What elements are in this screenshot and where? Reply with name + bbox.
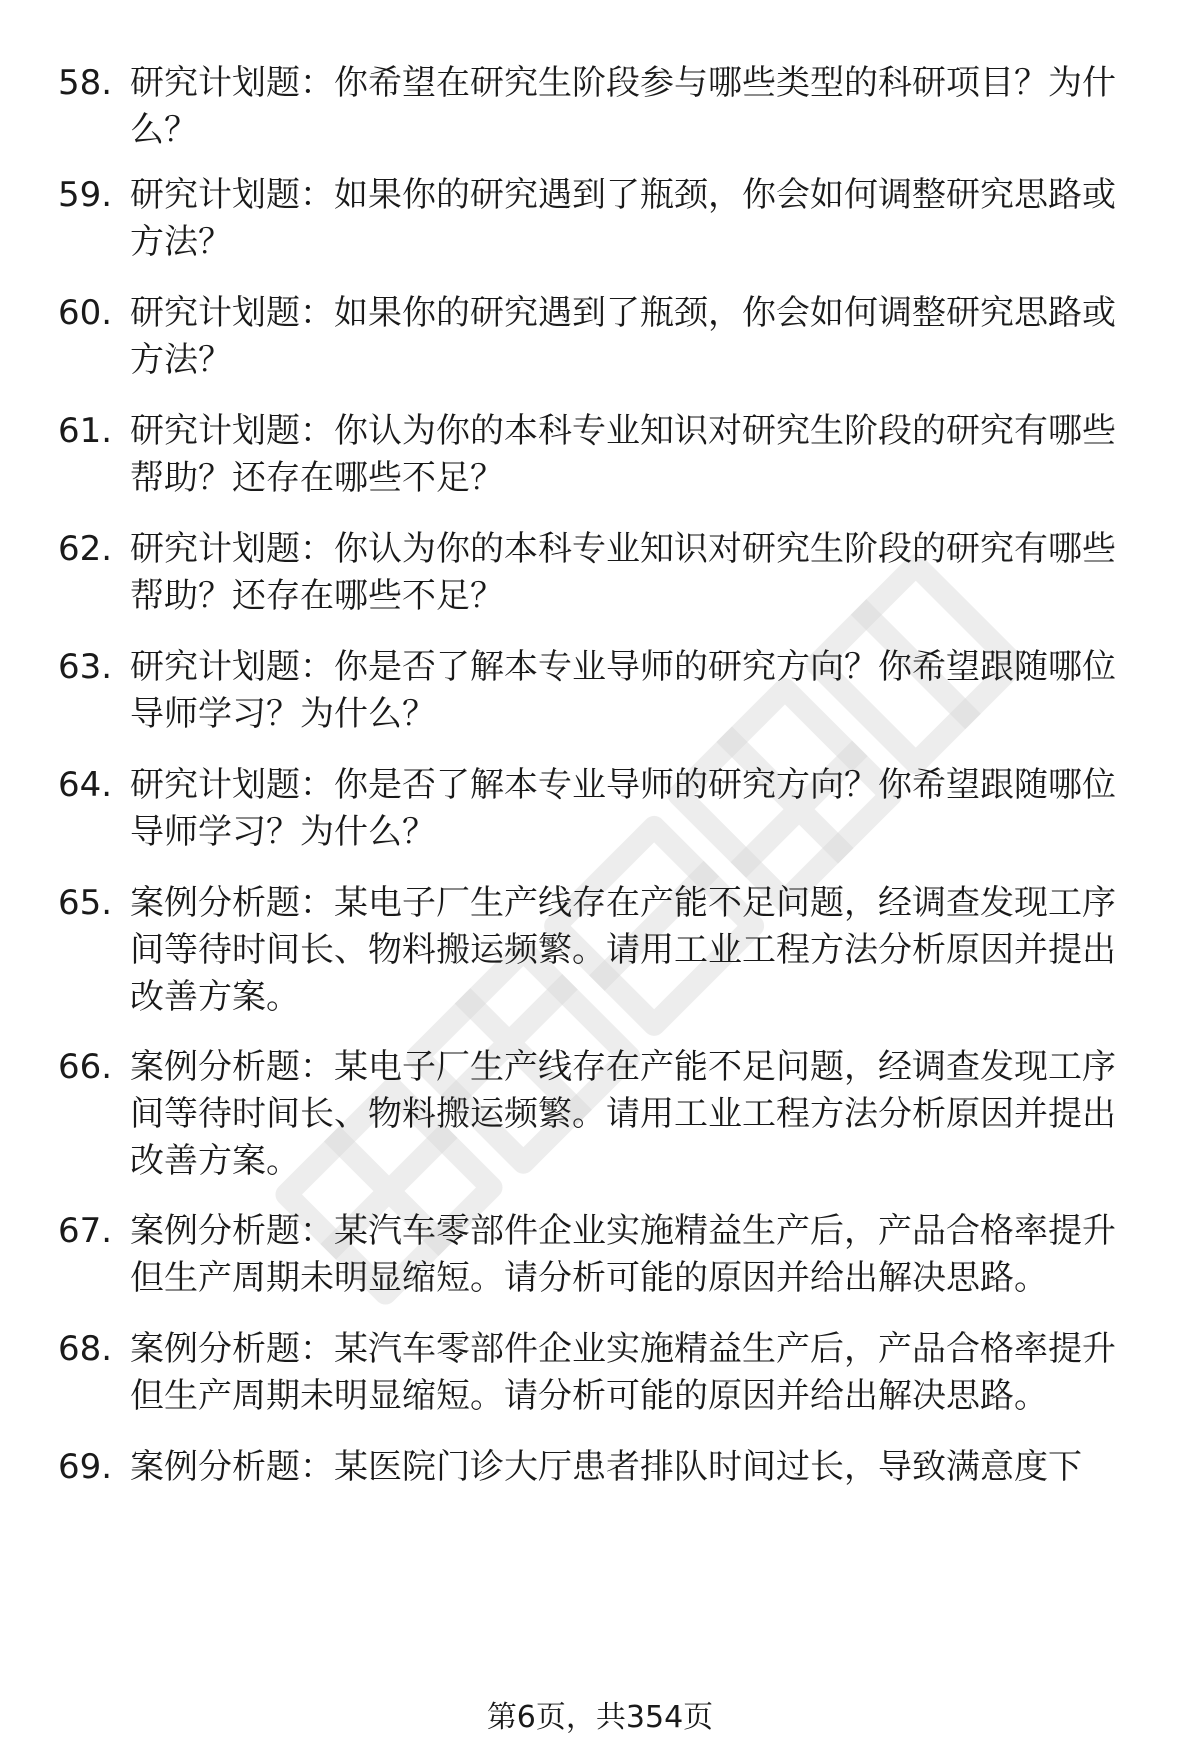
question-item — [58, 762, 1148, 856]
question-text: 研究计划题：你是否了解本专业导师的研究方向？你希望跟随哪位导师学习？为什么？ — [130, 647, 1116, 734]
question-number: 62. — [58, 529, 113, 569]
question-item — [58, 1044, 1148, 1185]
question-text: 案例分析题：某医院门诊大厅患者排队时间过长，导致满意度下 — [130, 1447, 1082, 1487]
question-text: 案例分析题：某电子厂生产线存在产能不足问题，经调查发现工序间等待时间长、物料搬运频繁。请用工业工程方法分析原因并提出改善方案。 — [130, 1047, 1116, 1181]
question-text: 案例分析题：某电子厂生产线存在产能不足问题，经调查发现工序间等待时间长、物料搬运频繁。请用工业工程方法分析原因并提出改善方案。 — [130, 883, 1116, 1017]
question-item — [58, 172, 1148, 266]
question-number: 68. — [58, 1329, 113, 1369]
question-number: 58. — [58, 63, 113, 103]
question-number: 63. — [58, 647, 113, 687]
question-item — [58, 1208, 1148, 1302]
question-text: 研究计划题：你希望在研究生阶段参与哪些类型的科研项目？为什么？ — [130, 63, 1116, 150]
question-text: 案例分析题：某汽车零部件企业实施精益生产后，产品合格率提升但生产周期未明显缩短。请分析可能的原因并给出解决思路。 — [130, 1211, 1116, 1298]
question-item — [58, 290, 1148, 384]
question-number: 65. — [58, 883, 113, 923]
question-item — [58, 880, 1148, 1021]
question-number: 67. — [58, 1211, 113, 1251]
page-number: 第6页，共354页 — [486, 1700, 714, 1735]
question-item — [58, 1326, 1148, 1420]
question-text: 研究计划题：你认为你的本科专业知识对研究生阶段的研究有哪些帮助？还存在哪些不足？ — [130, 411, 1116, 498]
question-text: 研究计划题：如果你的研究遇到了瓶颈，你会如何调整研究思路或方法？ — [130, 175, 1116, 262]
question-item — [58, 644, 1148, 738]
question-text: 案例分析题：某汽车零部件企业实施精益生产后，产品合格率提升但生产周期未明显缩短。请分析可能的原因并给出解决思路。 — [130, 1329, 1116, 1416]
question-number: 61. — [58, 411, 113, 451]
question-number: 69. — [58, 1447, 113, 1487]
question-text: 研究计划题：你是否了解本专业导师的研究方向？你希望跟随哪位导师学习？为什么？ — [130, 765, 1116, 852]
question-number: 64. — [58, 765, 113, 805]
question-item — [58, 60, 1148, 154]
question-text: 研究计划题：如果你的研究遇到了瓶颈，你会如何调整研究思路或方法？ — [130, 293, 1116, 380]
question-item — [58, 408, 1148, 502]
question-text: 研究计划题：你认为你的本科专业知识对研究生阶段的研究有哪些帮助？还存在哪些不足？ — [130, 529, 1116, 616]
question-number: 66. — [58, 1047, 113, 1087]
question-item — [58, 526, 1148, 620]
question-number: 59. — [58, 175, 113, 215]
question-number: 60. — [58, 293, 113, 333]
question-item — [58, 1444, 1148, 1491]
